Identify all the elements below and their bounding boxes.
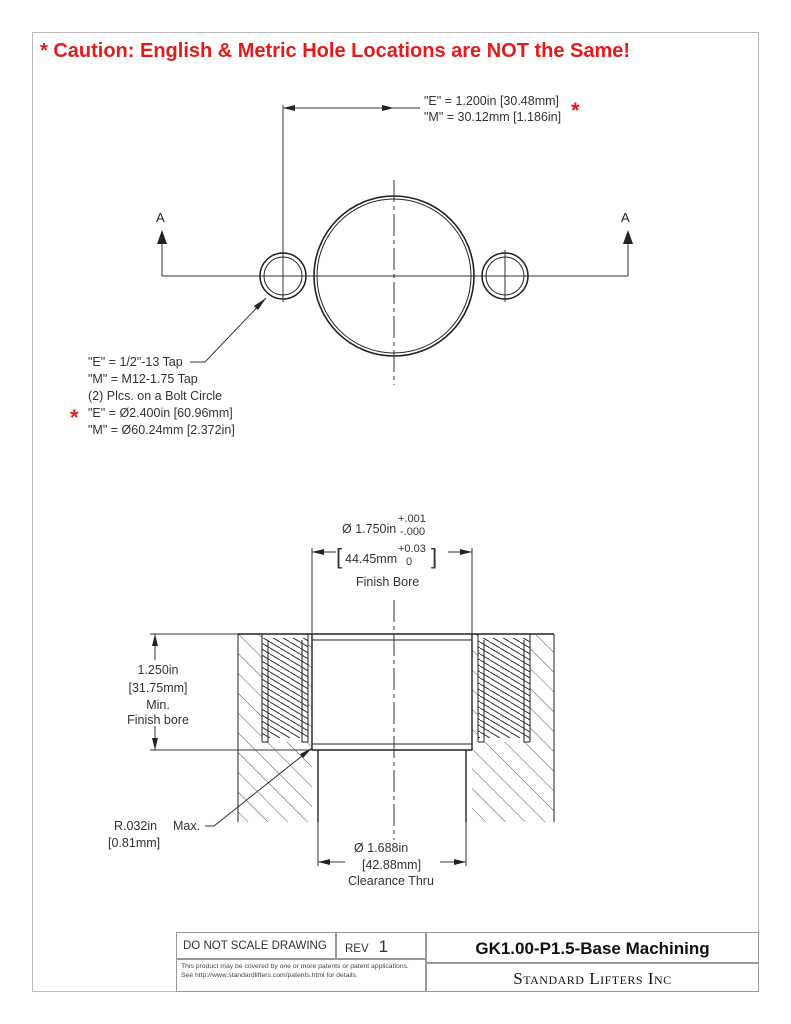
tap-note-line-3: (2) Plcs. on a Bolt Circle (88, 389, 223, 403)
clearance-label: Clearance Thru (348, 874, 434, 888)
finish-bore-label: Finish Bore (356, 575, 420, 589)
patent-notice: This product may be covered by one or more patents or patent applications. See http://www.standardlifters.com/patents.html for details. (176, 959, 426, 992)
depth-inch: 1.250in (137, 663, 179, 677)
title-block (176, 932, 759, 992)
bore-bracket-right: ] (431, 544, 438, 569)
drawing-title: GK1.00-P1.5-Base Machining (426, 932, 759, 963)
rev-label: REV (345, 943, 369, 955)
clearance-mm: [42.88mm] (362, 858, 422, 872)
radius-max: Max. (173, 819, 201, 833)
bore-tol-minus: -.000 (400, 526, 426, 538)
radius-inch: R.032in (114, 819, 158, 833)
do-not-scale-note: DO NOT SCALE DRAWING (176, 932, 336, 959)
radius-mm: [0.81mm] (108, 836, 161, 850)
tap-note-line-4: "E" = Ø2.400in [60.96mm] (88, 406, 233, 420)
bore-bracket-left: [ (336, 544, 343, 569)
section-label-left: A (156, 210, 165, 225)
revision-cell (336, 932, 426, 959)
dim-english-spacing: "E" = 1.200in [30.48mm] (424, 94, 559, 108)
company-name: Standard Lifters Inc (426, 963, 759, 992)
bore-mm-tol-minus: 0 (406, 556, 413, 568)
depth-mm: [31.75mm] (128, 681, 188, 695)
bore-tol-plus: +.001 (398, 513, 426, 525)
dim-metric-spacing: "M" = 30.12mm [1.186in] (424, 110, 562, 124)
bore-diameter: Ø 1.750in (342, 522, 397, 536)
red-asterisk: * (571, 98, 580, 123)
bore-mm-tol-plus: +0.03 (398, 543, 426, 555)
tap-note-line-5: "M" = Ø60.24mm [2.372in] (88, 423, 235, 437)
tap-note-line-1: "E" = 1/2"-13 Tap (88, 355, 183, 369)
rev-value: 1 (378, 937, 389, 956)
caution-banner: * Caution: English & Metric Hole Locations are NOT the Same! (40, 40, 631, 62)
bore-metric: 44.45mm (345, 552, 398, 566)
section-label-right: A (621, 210, 630, 225)
depth-min: Min. (146, 698, 170, 712)
red-asterisk-note: * (70, 405, 79, 430)
tap-note-line-2: "M" = M12-1.75 Tap (88, 372, 198, 386)
section-view (150, 548, 554, 866)
depth-label: Finish bore (127, 713, 189, 727)
top-view (157, 105, 633, 385)
clearance-diameter: Ø 1.688in (354, 841, 409, 855)
